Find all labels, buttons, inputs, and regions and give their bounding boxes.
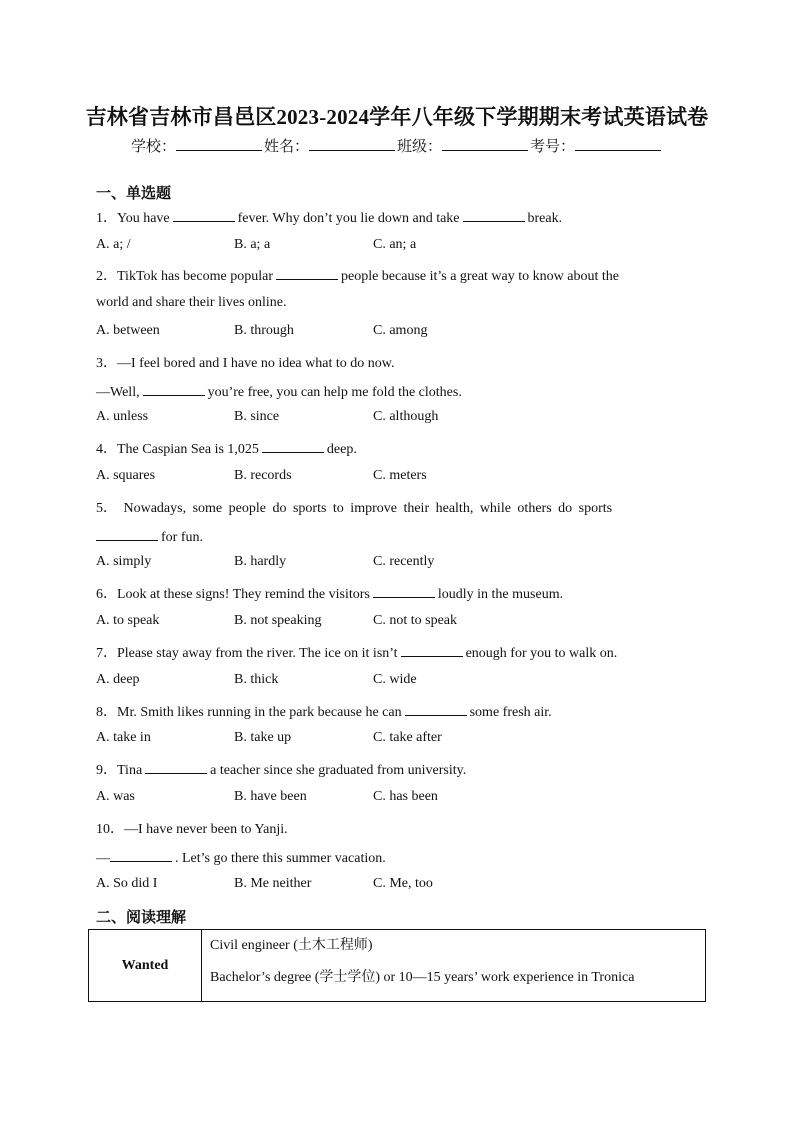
name-label: 姓名： <box>263 139 309 155</box>
question-6 <box>96 583 696 603</box>
question-4 <box>96 438 696 458</box>
q2-line-2: world and share their lives online. <box>96 295 287 310</box>
q6-blank <box>373 584 435 598</box>
q9-option-a[interactable]: A. was <box>96 789 135 804</box>
q7-option-c[interactable]: C. wide <box>373 672 417 687</box>
q2-option-b[interactable]: B. through <box>234 323 294 338</box>
q3-line-1: 3．—I feel bored and I have no idea what to do now. <box>96 356 395 371</box>
name-blank[interactable] <box>309 136 395 151</box>
q10-text-b: . Let’s go there this summer vacation. <box>175 851 386 866</box>
q6-option-b[interactable]: B. not speaking <box>234 613 322 628</box>
q5-option-b[interactable]: B. hardly <box>234 554 287 569</box>
q7-text-a: 7．Please stay away from the river. The ice on it isn’t <box>96 646 398 661</box>
exam-title: 吉林省吉林市昌邑区2023-2024学年八年级下学期期末考试英语试卷 <box>85 105 709 129</box>
q4-blank <box>262 439 324 453</box>
q9-blank <box>145 760 207 774</box>
q9-option-c[interactable]: C. has been <box>373 789 438 804</box>
q10-line-1: 10．—I have never been to Yanji. <box>96 822 288 837</box>
q9-text-b: a teacher since she graduated from university. <box>210 763 467 778</box>
q1-blank-2 <box>463 208 525 222</box>
q1-text-b: fever. Why don’t you lie down and take <box>237 211 460 226</box>
q4-text-a: 4．The Caspian Sea is 1,025 <box>96 442 259 457</box>
class-label: 班级： <box>397 139 443 155</box>
question-7 <box>96 642 696 662</box>
q5-option-a[interactable]: A. simply <box>96 554 152 569</box>
class-blank[interactable] <box>442 136 528 151</box>
q4-option-a[interactable]: A. squares <box>96 468 156 483</box>
section-heading-reading: 二、阅读理解 <box>96 910 187 926</box>
reading-line-2: Bachelor’s degree (学士学位) or 10—15 years’ work experience in Tronica <box>210 970 635 985</box>
q8-option-b[interactable]: B. take up <box>234 730 292 745</box>
reading-table-header: Wanted <box>89 930 202 1002</box>
q6-text-b: loudly in the museum. <box>437 587 564 602</box>
q8-option-c[interactable]: C. take after <box>373 730 442 745</box>
q7-text-b: enough for you to walk on. <box>465 646 618 661</box>
q3-blank <box>143 382 205 396</box>
question-5 <box>96 527 696 546</box>
q9-option-b[interactable]: B. have been <box>234 789 307 804</box>
q3-text-a: —Well, <box>96 385 140 400</box>
question-2 <box>96 265 696 285</box>
q8-blank <box>405 702 467 716</box>
q7-option-a[interactable]: A. deep <box>96 672 140 687</box>
student-info-line <box>0 135 794 156</box>
reading-table <box>88 929 706 1002</box>
q1-option-a[interactable]: A. a; / <box>96 237 131 252</box>
q5-option-c[interactable]: C. recently <box>373 554 435 569</box>
q1-blank-1 <box>173 208 235 222</box>
q8-option-a[interactable]: A. take in <box>96 730 151 745</box>
q2-text-b: people because it’s a great way to know about the <box>340 269 619 284</box>
q3-option-c[interactable]: C. although <box>373 409 439 424</box>
q6-text-a: 6．Look at these signs! They remind the visitors <box>96 587 370 602</box>
q7-option-b[interactable]: B. thick <box>234 672 279 687</box>
q9-text-a: 9．Tina <box>96 763 143 778</box>
q2-blank <box>276 266 338 280</box>
q3-option-a[interactable]: A. unless <box>96 409 149 424</box>
q2-option-a[interactable]: A. between <box>96 323 160 338</box>
q10-text-a: — <box>96 851 110 866</box>
q1-option-b[interactable]: B. a; a <box>234 237 271 252</box>
school-blank[interactable] <box>176 136 262 151</box>
q2-text-a: 2．TikTok has become popular <box>96 269 273 284</box>
q7-blank <box>401 643 463 657</box>
q4-option-b[interactable]: B. records <box>234 468 292 483</box>
q10-option-b[interactable]: B. Me neither <box>234 876 312 891</box>
school-label: 学校： <box>130 139 176 155</box>
question-3 <box>96 382 696 401</box>
q8-text-b: some fresh air. <box>469 705 552 720</box>
q2-option-c[interactable]: C. among <box>373 323 428 338</box>
number-blank[interactable] <box>575 136 661 151</box>
q6-option-a[interactable]: A. to speak <box>96 613 160 628</box>
question-9 <box>96 759 696 779</box>
q10-option-a[interactable]: A. So did I <box>96 876 158 891</box>
q5-blank <box>96 527 158 541</box>
q3-text-b: you’re free, you can help me fold the clothes. <box>207 385 462 400</box>
question-8 <box>96 701 696 721</box>
reading-table-description <box>202 930 706 1002</box>
q5-line-1: 5． Nowadays, some people do sports to improve their health, while others do sports <box>96 501 613 516</box>
q1-text-c: break. <box>527 211 563 226</box>
q4-text-b: deep. <box>326 442 357 457</box>
q3-option-b[interactable]: B. since <box>234 409 280 424</box>
section-heading-single-choice: 一、单选题 <box>96 186 172 202</box>
number-label: 考号： <box>530 139 576 155</box>
q10-option-c[interactable]: C. Me, too <box>373 876 433 891</box>
q8-text-a: 8．Mr. Smith likes running in the park because he can <box>96 705 402 720</box>
reading-line-1: Civil engineer (土木工程师) <box>210 938 373 953</box>
q1-option-c[interactable]: C. an; a <box>373 237 417 252</box>
q5-text-b: for fun. <box>161 530 203 545</box>
q6-option-c[interactable]: C. not to speak <box>373 613 457 628</box>
question-10 <box>96 848 696 867</box>
q4-option-c[interactable]: C. meters <box>373 468 427 483</box>
question-1 <box>96 207 696 227</box>
q10-blank <box>110 848 172 862</box>
q1-text-a: 1．You have <box>96 211 170 226</box>
